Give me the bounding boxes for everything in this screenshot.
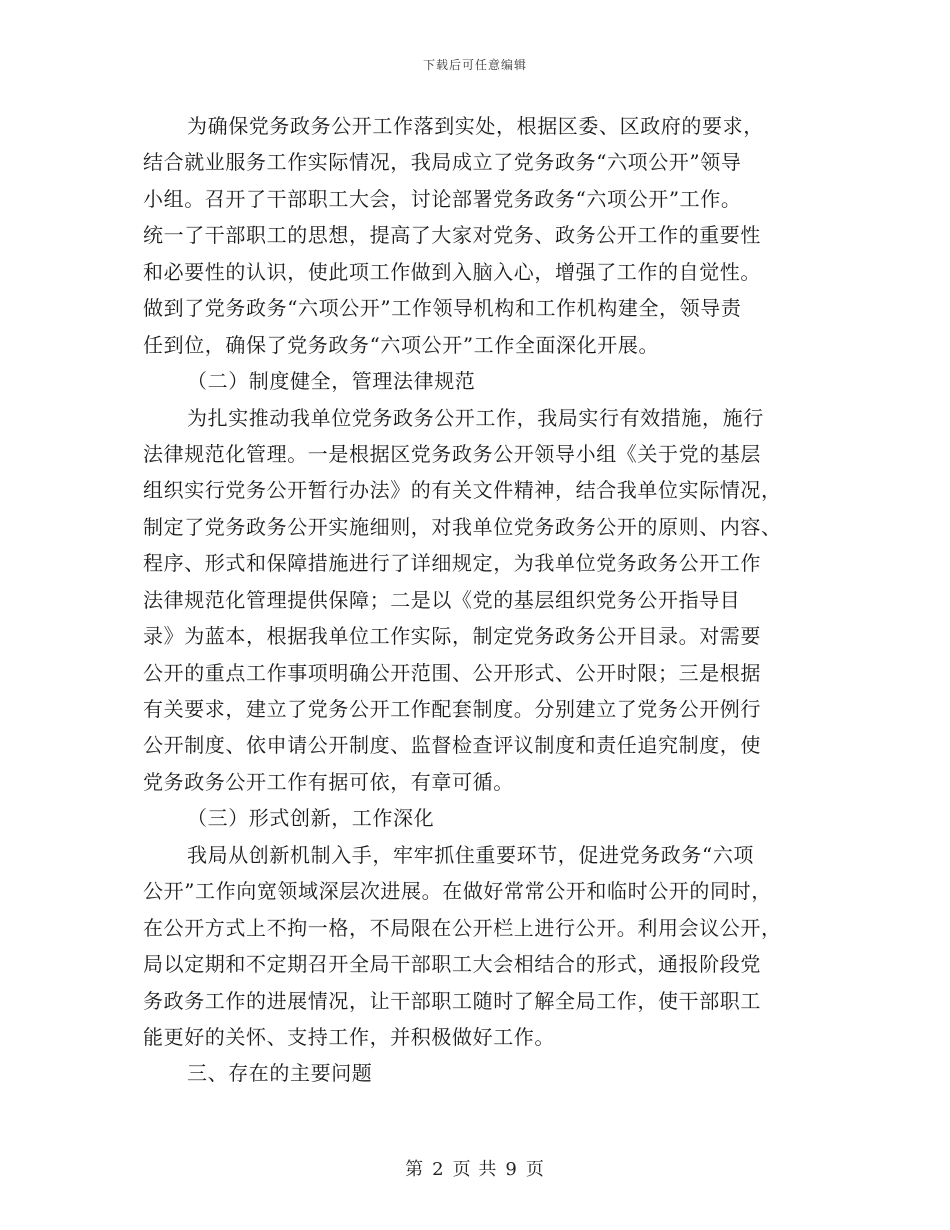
total-pages: 9 (505, 1159, 518, 1180)
paragraph-line: 任到位，确保了党务政务“六项公开”工作全面深化开展。 (143, 332, 660, 357)
paragraph-line: 有关要求，建立了党务公开工作配套制度。分别建立了党务公开例行 (143, 697, 761, 721)
paragraph-line: 小组。召开了干部职工大会，讨论部署党务政务“六项公开”工作。 (143, 186, 742, 211)
page-footer (0, 1155, 950, 1181)
footer-prefix: 第 (405, 1159, 425, 1180)
paragraph-line: 录》为蓝本，根据我单位工作实际，制定党务政务公开目录。对需要 (143, 624, 761, 649)
paragraph-line: 组织实行党务公开暂行办法》的有关文件精神，结合我单位实际情况， (143, 478, 782, 503)
paragraph-line: 党务政务公开工作有据可依，有章可循。 (143, 769, 514, 794)
header-note: 下载后可任意编辑 (422, 58, 527, 72)
page-number: 2 (432, 1159, 445, 1180)
footer-suffix: 页 (525, 1159, 545, 1180)
footer-mid: 页 共 (452, 1159, 498, 1180)
paragraph-line: 法律规范化管理提供保障；二是以《党的基层组织党务公开指导目 (143, 587, 741, 612)
paragraph-line: 结合就业服务工作实际情况，我局成立了党务政务“六项公开”领导 (143, 150, 742, 175)
paragraph-line: 做到了党务政务“六项公开”工作领导机构和工作机构建全，领导责 (143, 296, 742, 321)
paragraph-line: 务政务工作的进展情况，让干部职工随时了解全局工作，使干部职工 (143, 988, 761, 1013)
paragraph-line: 公开的重点工作事项明确公开范围、公开形式、公开时限；三是根据 (143, 660, 761, 685)
paragraph-line: 制定了党务政务公开实施细则，对我单位党务政务公开的原则、内容、 (143, 514, 782, 539)
paragraph-line: 能更好的关怀、支持工作，并积极做好工作。 (143, 1024, 555, 1049)
paragraph-line: 和必要性的认识，使此项工作做到入脑入心，增强了工作的自觉性。 (143, 259, 761, 284)
paragraph-line: 程序、形式和保障措施进行了详细规定，为我单位党务政务公开工作 (143, 551, 761, 576)
chapter-heading: 三、存在的主要问题 (187, 1061, 373, 1086)
paragraph-line: 为扎实推动我单位党务政务公开工作，我局实行有效措施，施行 (187, 405, 764, 430)
section-heading-3: （三）形式创新，工作深化 (187, 806, 435, 831)
paragraph-line: 公开”工作向宽领域深层次进展。在做好常常公开和临时公开的同时， (143, 879, 772, 904)
paragraph-line: 法律规范化管理。一是根据区党务政务公开领导小组《关于党的基层 (143, 441, 761, 466)
paragraph-line: 局以定期和不定期召开全局干部职工大会相结合的形式，通报阶段党 (143, 952, 761, 977)
section-heading-2: （二）制度健全，管理法律规范 (187, 369, 476, 394)
paragraph-line: 统一了干部职工的思想，提高了大家对党务、政务公开工作的重要性 (143, 223, 761, 248)
paragraph-line: 我局从创新机制入手，牢牢抓住重要环节，促进党务政务“六项 (187, 842, 755, 867)
document-body (143, 108, 808, 1092)
paragraph-line: 公开制度、依申请公开制度、监督检查评议制度和责任追究制度，使 (143, 733, 761, 758)
paragraph-line: 在公开方式上不拘一格，不局限在公开栏上进行公开。利用会议公开， (143, 915, 782, 940)
paragraph-line: 为确保党务政务公开工作落到实处，根据区委、区政府的要求， (187, 114, 764, 138)
